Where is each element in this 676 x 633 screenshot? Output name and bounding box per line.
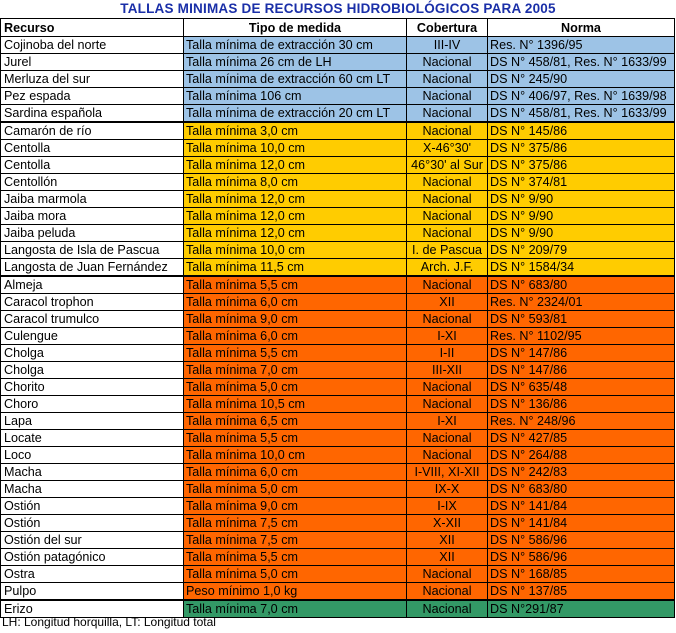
cell-norma: DS N° 375/86 — [488, 140, 675, 157]
cell-tipo-medida: Talla mínima 9,0 cm — [184, 311, 407, 328]
table-row — [1, 225, 675, 242]
table-row — [1, 328, 675, 345]
cell-cobertura: Nacional — [407, 191, 488, 208]
table-row — [1, 140, 675, 157]
cell-tipo-medida: Talla mínima 12,0 cm — [184, 157, 407, 174]
cell-tipo-medida: Talla mínima 6,0 cm — [184, 328, 407, 345]
cell-recurso: Macha — [1, 481, 184, 498]
cell-norma: DS N° 136/86 — [488, 396, 675, 413]
cell-cobertura: I-XI — [407, 413, 488, 430]
cell-recurso: Langosta de Juan Fernández — [1, 259, 184, 277]
cell-cobertura: Nacional — [407, 379, 488, 396]
cell-norma: DS N° 242/83 — [488, 464, 675, 481]
cell-cobertura: Nacional — [407, 566, 488, 583]
cell-cobertura: Nacional — [407, 225, 488, 242]
cell-tipo-medida: Talla mínima 6,0 cm — [184, 294, 407, 311]
cell-recurso: Pulpo — [1, 583, 184, 601]
cell-tipo-medida: Talla mínima 12,0 cm — [184, 191, 407, 208]
cell-norma: DS N° 683/80 — [488, 276, 675, 294]
cell-cobertura: 46°30' al Sur — [407, 157, 488, 174]
cell-norma: DS N° 458/81, Res. N° 1633/99 — [488, 105, 675, 123]
cell-tipo-medida: Talla mínima 5,5 cm — [184, 276, 407, 294]
cell-tipo-medida: Talla mínima 5,0 cm — [184, 481, 407, 498]
cell-norma: DS N° 586/96 — [488, 549, 675, 566]
cell-tipo-medida: Talla mínima 7,5 cm — [184, 532, 407, 549]
header-cobertura: Cobertura — [407, 19, 488, 37]
cell-recurso: Macha — [1, 464, 184, 481]
table-row — [1, 122, 675, 140]
cell-cobertura: Nacional — [407, 174, 488, 191]
cell-cobertura: Nacional — [407, 276, 488, 294]
cell-recurso: Locate — [1, 430, 184, 447]
cell-norma: Res. N° 1102/95 — [488, 328, 675, 345]
cell-recurso: Cholga — [1, 362, 184, 379]
table-row — [1, 105, 675, 123]
table-row — [1, 208, 675, 225]
table-row — [1, 88, 675, 105]
cell-cobertura: Nacional — [407, 311, 488, 328]
cell-tipo-medida: Talla mínima 9,0 cm — [184, 498, 407, 515]
cell-recurso: Ostión del sur — [1, 532, 184, 549]
cell-norma: DS N° 9/90 — [488, 191, 675, 208]
table-row — [1, 498, 675, 515]
table-row — [1, 174, 675, 191]
cell-cobertura: Nacional — [407, 105, 488, 123]
cell-tipo-medida: Talla mínima de extracción 30 cm — [184, 37, 407, 54]
cell-tipo-medida: Talla mínima 5,5 cm — [184, 345, 407, 362]
cell-cobertura: XII — [407, 532, 488, 549]
table-row — [1, 294, 675, 311]
table-row — [1, 311, 675, 328]
cell-tipo-medida: Talla mínima 12,0 cm — [184, 225, 407, 242]
cell-norma: DS N° 586/96 — [488, 532, 675, 549]
cell-tipo-medida: Talla mínima 7,5 cm — [184, 515, 407, 532]
cell-cobertura: I-VIII, XI-XII — [407, 464, 488, 481]
table-row — [1, 37, 675, 54]
cell-tipo-medida: Talla mínima 12,0 cm — [184, 208, 407, 225]
cell-tipo-medida: Talla mínima de extracción 60 cm LT — [184, 71, 407, 88]
table-row — [1, 566, 675, 583]
cell-recurso: Ostión patagónico — [1, 549, 184, 566]
cell-cobertura: Nacional — [407, 71, 488, 88]
cell-tipo-medida: Talla mínima 3,0 cm — [184, 122, 407, 140]
cell-cobertura: Nacional — [407, 88, 488, 105]
cell-recurso: Erizo — [1, 600, 184, 618]
cell-recurso: Cholga — [1, 345, 184, 362]
cell-norma: DS N° 264/88 — [488, 447, 675, 464]
cell-norma: DS N° 458/81, Res. N° 1633/99 — [488, 54, 675, 71]
cell-recurso: Centollón — [1, 174, 184, 191]
table-row — [1, 413, 675, 430]
cell-cobertura: I-II — [407, 345, 488, 362]
cell-tipo-medida: Talla mínima 5,0 cm — [184, 566, 407, 583]
cell-tipo-medida: Talla mínima 7,0 cm — [184, 600, 407, 618]
cell-tipo-medida: Talla mínima 10,5 cm — [184, 396, 407, 413]
cell-recurso: Choro — [1, 396, 184, 413]
table-row — [1, 157, 675, 174]
page-title: TALLAS MINIMAS DE RECURSOS HIDROBIOLÓGICOS PARA 2005 — [120, 1, 556, 16]
cell-norma: DS N° 141/84 — [488, 515, 675, 532]
cell-tipo-medida: Talla mínima 10,0 cm — [184, 447, 407, 464]
tallas-table — [0, 18, 675, 618]
cell-norma: DS N° 427/85 — [488, 430, 675, 447]
cell-tipo-medida: Talla mínima de extracción 20 cm LT — [184, 105, 407, 123]
cell-recurso: Culengue — [1, 328, 184, 345]
cell-tipo-medida: Talla mínima 6,5 cm — [184, 413, 407, 430]
cell-cobertura: I-IX — [407, 498, 488, 515]
cell-tipo-medida: Talla mínima 26 cm de LH — [184, 54, 407, 71]
cell-norma: DS N° 375/86 — [488, 157, 675, 174]
cell-recurso: Almeja — [1, 276, 184, 294]
cell-tipo-medida: Talla mínima 6,0 cm — [184, 464, 407, 481]
cell-tipo-medida: Talla mínima 8,0 cm — [184, 174, 407, 191]
header-tipo-medida: Tipo de medida — [184, 19, 407, 37]
cell-norma: DS N° 9/90 — [488, 208, 675, 225]
cell-tipo-medida: Talla mínima 7,0 cm — [184, 362, 407, 379]
cell-norma: DS N° 1584/34 — [488, 259, 675, 277]
cell-tipo-medida: Talla mínima 10,0 cm — [184, 140, 407, 157]
cell-tipo-medida: Talla mínima 5,0 cm — [184, 379, 407, 396]
cell-cobertura: Nacional — [407, 54, 488, 71]
cell-cobertura: Nacional — [407, 208, 488, 225]
cell-cobertura: Nacional — [407, 447, 488, 464]
cell-cobertura: III-IV — [407, 37, 488, 54]
table-row — [1, 464, 675, 481]
table-row — [1, 362, 675, 379]
cell-norma: Res. N° 248/96 — [488, 413, 675, 430]
cell-recurso: Loco — [1, 447, 184, 464]
table-header-row — [1, 19, 675, 37]
cell-recurso: Ostión — [1, 498, 184, 515]
table-row — [1, 191, 675, 208]
cell-norma: DS N° 9/90 — [488, 225, 675, 242]
cell-recurso: Lapa — [1, 413, 184, 430]
table-row — [1, 54, 675, 71]
cell-norma: DS N° 145/86 — [488, 122, 675, 140]
cell-recurso: Jaiba marmola — [1, 191, 184, 208]
cell-norma: Res. N° 1396/95 — [488, 37, 675, 54]
table-row — [1, 259, 675, 277]
cell-norma: DS N° 406/97, Res. N° 1639/98 — [488, 88, 675, 105]
table-row — [1, 396, 675, 413]
cell-cobertura: I-XI — [407, 328, 488, 345]
cell-norma: DS N° 209/79 — [488, 242, 675, 259]
cell-recurso: Chorito — [1, 379, 184, 396]
table-row — [1, 430, 675, 447]
table-row — [1, 583, 675, 601]
cell-recurso: Langosta de Isla de Pascua — [1, 242, 184, 259]
table-row — [1, 71, 675, 88]
cell-recurso: Pez espada — [1, 88, 184, 105]
cell-recurso: Jaiba mora — [1, 208, 184, 225]
cell-norma: Res. N° 2324/01 — [488, 294, 675, 311]
cell-cobertura: IX-X — [407, 481, 488, 498]
cell-tipo-medida: Talla mínima 5,5 cm — [184, 430, 407, 447]
table-row — [1, 345, 675, 362]
cell-tipo-medida: Talla mínima 5,5 cm — [184, 549, 407, 566]
cell-norma: DS N° 245/90 — [488, 71, 675, 88]
table-row — [1, 447, 675, 464]
table-body — [1, 37, 675, 618]
cell-cobertura: Arch. J.F. — [407, 259, 488, 277]
cell-cobertura: Nacional — [407, 396, 488, 413]
table-row — [1, 549, 675, 566]
cell-norma: DS N° 635/48 — [488, 379, 675, 396]
cell-recurso: Merluza del sur — [1, 71, 184, 88]
cell-cobertura: Nacional — [407, 583, 488, 601]
cell-cobertura: XII — [407, 549, 488, 566]
cell-norma: DS N° 168/85 — [488, 566, 675, 583]
cell-norma: DS N° 141/84 — [488, 498, 675, 515]
cell-tipo-medida: Talla mínima 10,0 cm — [184, 242, 407, 259]
cell-cobertura: Nacional — [407, 122, 488, 140]
cell-norma: DS N° 147/86 — [488, 362, 675, 379]
cell-recurso: Sardina española — [1, 105, 184, 123]
cell-recurso: Ostra — [1, 566, 184, 583]
cell-recurso: Cojinoba del norte — [1, 37, 184, 54]
cell-recurso: Ostión — [1, 515, 184, 532]
cell-norma: DS N° 374/81 — [488, 174, 675, 191]
cell-norma: DS N° 593/81 — [488, 311, 675, 328]
cell-recurso: Caracol trumulco — [1, 311, 184, 328]
cell-tipo-medida: Talla mínima 106 cm — [184, 88, 407, 105]
cell-norma: DS N° 683/80 — [488, 481, 675, 498]
cell-recurso: Centolla — [1, 140, 184, 157]
cell-recurso: Camarón de río — [1, 122, 184, 140]
cell-norma: DS N° 147/86 — [488, 345, 675, 362]
table-row — [1, 276, 675, 294]
cell-tipo-medida: Talla mínima 11,5 cm — [184, 259, 407, 277]
cell-cobertura: X-XII — [407, 515, 488, 532]
cell-cobertura: XII — [407, 294, 488, 311]
cell-cobertura: X-46°30' — [407, 140, 488, 157]
cell-recurso: Jaiba peluda — [1, 225, 184, 242]
cell-cobertura: Nacional — [407, 600, 488, 618]
cell-cobertura: III-XII — [407, 362, 488, 379]
cell-recurso: Jurel — [1, 54, 184, 71]
cell-cobertura: Nacional — [407, 430, 488, 447]
cell-norma: DS N°291/87 — [488, 600, 675, 618]
table-row — [1, 532, 675, 549]
footnote: LH: Longitud horquilla, LT: Longitud total — [2, 615, 216, 629]
table-row — [1, 379, 675, 396]
table-row — [1, 242, 675, 259]
header-recurso: Recurso — [1, 19, 184, 37]
cell-cobertura: I. de Pascua — [407, 242, 488, 259]
header-norma: Norma — [488, 19, 675, 37]
cell-tipo-medida: Peso mínimo 1,0 kg — [184, 583, 407, 601]
table-row — [1, 481, 675, 498]
cell-recurso: Centolla — [1, 157, 184, 174]
cell-norma: DS N° 137/85 — [488, 583, 675, 601]
table-row — [1, 515, 675, 532]
cell-recurso: Caracol trophon — [1, 294, 184, 311]
